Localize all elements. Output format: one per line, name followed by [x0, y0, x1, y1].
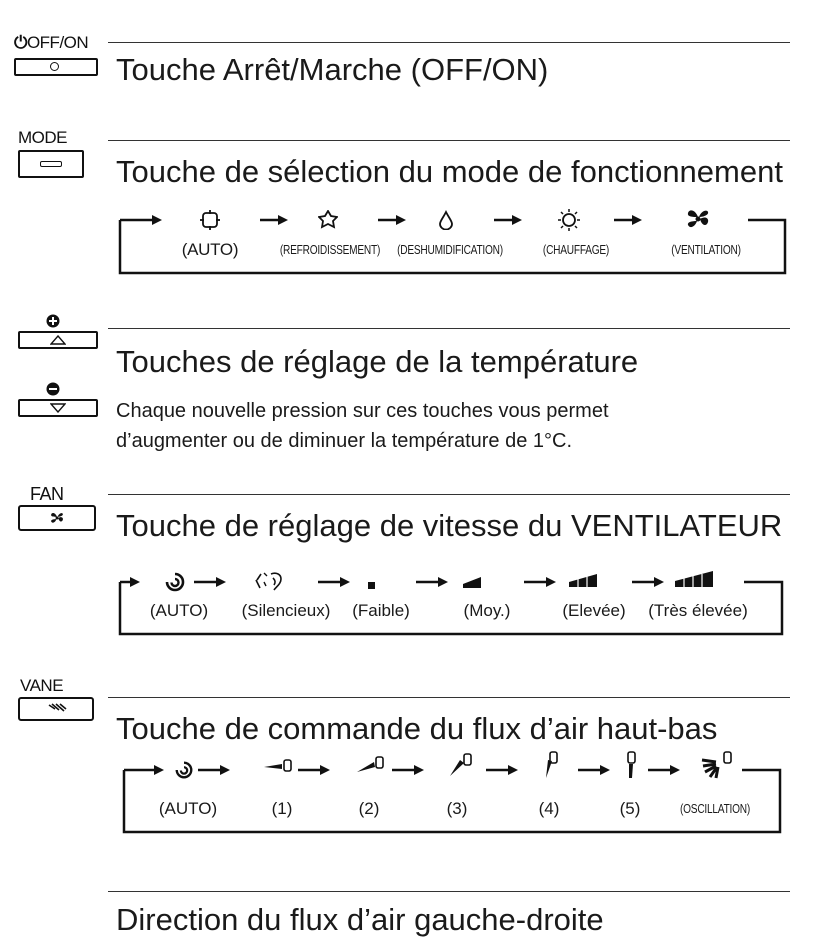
temperature-heading: Touches de réglage de la température — [116, 344, 639, 379]
vane-label-5: (5) — [619, 799, 641, 818]
fan-arrow-2 — [318, 576, 352, 588]
mode-button[interactable] — [18, 150, 84, 178]
speed-4-bars-icon — [674, 570, 714, 588]
dry-drop-icon — [437, 210, 455, 230]
power-button[interactable] — [14, 58, 98, 76]
mode-label-dry: (DESHUMIDIFICATION) — [397, 242, 503, 257]
power-button-caption: ⏻OFF/ON — [14, 33, 89, 52]
plus-icon — [46, 314, 60, 328]
mode-label-auto: (AUTO) — [181, 240, 239, 259]
vane-position-3-icon — [444, 752, 476, 780]
minus-icon — [46, 382, 60, 396]
cool-icon — [318, 210, 338, 230]
fan-button[interactable] — [18, 505, 96, 531]
mode-label-cool: (REFROIDISSEMENT) — [279, 242, 381, 257]
vane-button-icon — [47, 703, 67, 715]
auto-mode-icon — [200, 210, 220, 230]
vane-label-3: (3) — [446, 799, 468, 818]
power-divider — [108, 42, 790, 43]
bottom-heading: Direction du flux d’air gauche-droite — [116, 902, 604, 937]
auto-swirl-icon — [163, 571, 187, 593]
vane-label-1: (1) — [271, 799, 293, 818]
fan-arrow-1 — [194, 576, 228, 588]
vane-swing-icon — [698, 750, 738, 780]
mode-divider — [108, 140, 790, 141]
fan-label-high: (Elevée) — [562, 601, 626, 620]
mode-bar-icon — [40, 161, 62, 167]
fan-arrow-4 — [524, 576, 558, 588]
fan-button-caption: FAN — [30, 484, 64, 504]
vane-divider — [108, 697, 790, 698]
vane-arrow-3 — [392, 764, 426, 776]
vane-position-2-icon — [354, 754, 386, 778]
vane-arrow-5 — [578, 764, 612, 776]
vane-position-4-icon — [536, 750, 564, 780]
fan-label-very-high: (Très élevée) — [648, 601, 748, 620]
fan-button-icon — [49, 511, 65, 525]
triangle-up-icon — [50, 335, 66, 345]
vane-arrow-2 — [298, 764, 332, 776]
power-symbol-icon: ⏻ — [14, 33, 27, 52]
vane-auto-swirl-icon — [173, 760, 195, 780]
vane-position-1-icon — [262, 756, 294, 778]
vane-heading: Touche de commande du flux d’air haut-bas — [116, 711, 718, 746]
temperature-down-button[interactable] — [18, 399, 98, 417]
mode-arrow-3 — [494, 214, 524, 226]
mode-button-caption: MODE — [18, 128, 67, 147]
vane-label-4: (4) — [538, 799, 560, 818]
heat-sun-icon — [558, 209, 580, 231]
temperature-description-line2: d’augmenter ou de diminuer la température de 1°C. — [116, 430, 573, 452]
speed-3-bars-icon — [568, 572, 598, 588]
vane-button-caption: VANE — [20, 676, 64, 695]
mode-label-heat: (CHAUFFAGE) — [542, 242, 610, 257]
vane-label-swing: (OSCILLATION) — [679, 801, 751, 816]
vane-button[interactable] — [18, 697, 94, 721]
temperature-divider — [108, 328, 790, 329]
temperature-description-line1: Chaque nouvelle pression sur ces touches vous permet — [116, 400, 609, 422]
vane-label-auto: (AUTO) — [158, 799, 218, 818]
power-circle-icon — [50, 62, 59, 71]
mode-heading: Touche de sélection du mode de fonctionnement — [116, 154, 783, 189]
fan-label-low: (Faible) — [352, 601, 410, 620]
fan-heading: Touche de réglage de vitesse du VENTILATEUR — [116, 508, 783, 543]
fan-divider — [108, 494, 790, 495]
fan-label-quiet: (Silencieux) — [241, 601, 331, 620]
quiet-icon — [254, 570, 286, 592]
bottom-divider — [108, 891, 790, 892]
fan-label-medium: (Moy.) — [463, 601, 511, 620]
vane-label-2: (2) — [358, 799, 380, 818]
temperature-up-button[interactable] — [18, 331, 98, 349]
fan-arrow-3 — [416, 576, 450, 588]
mode-label-fan: (VENTILATION) — [671, 242, 741, 257]
fan-label-auto: (AUTO) — [149, 601, 209, 620]
power-heading: Touche Arrêt/Marche (OFF/ON) — [116, 52, 549, 87]
speed-2-bars-icon — [462, 575, 482, 589]
mode-arrow-1 — [260, 214, 290, 226]
fan-icon — [685, 207, 711, 231]
speed-1-bar-icon — [366, 580, 378, 590]
vane-position-5-icon — [621, 750, 643, 780]
vane-arrow-4 — [486, 764, 520, 776]
vane-arrow-1 — [198, 764, 232, 776]
mode-arrow-2 — [378, 214, 408, 226]
vane-arrow-6 — [648, 764, 682, 776]
fan-arrow-5 — [632, 576, 666, 588]
triangle-down-icon — [50, 403, 66, 413]
mode-arrow-4 — [614, 214, 644, 226]
